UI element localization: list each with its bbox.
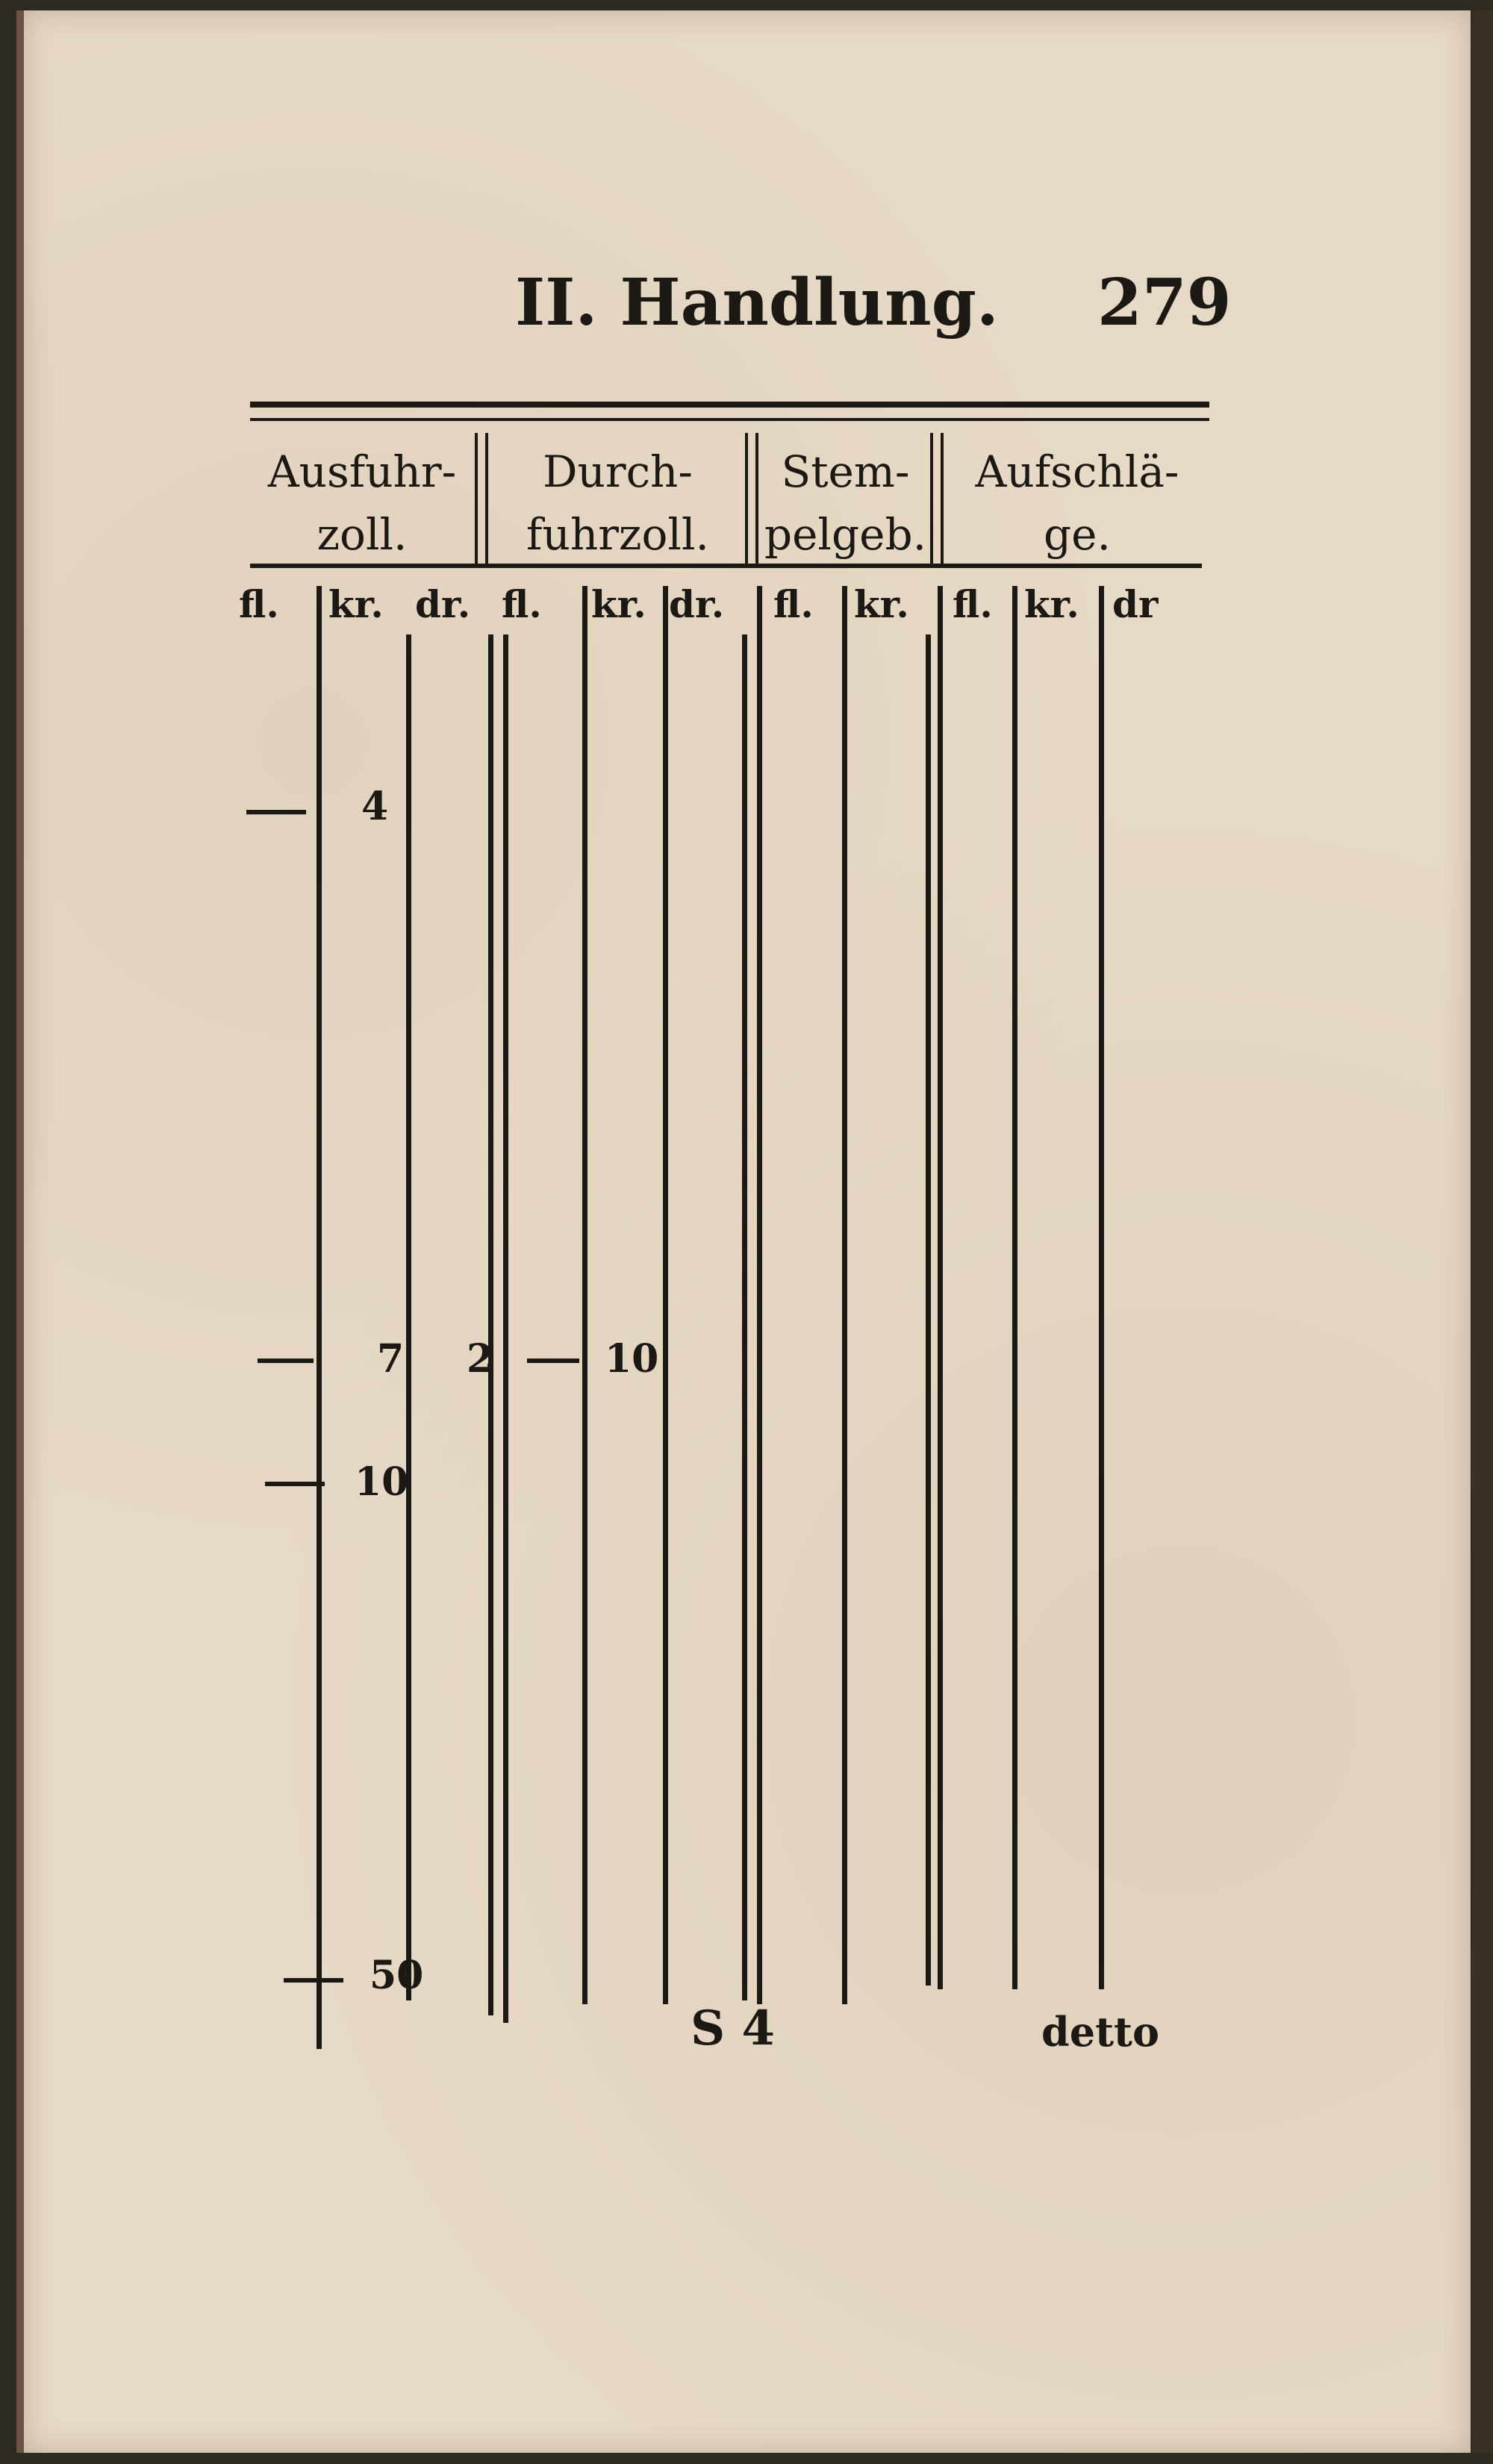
column-rule [842, 586, 847, 2004]
column-group-durchfuhrzoll [493, 440, 743, 566]
column-group-label-line2: ge. [1044, 509, 1111, 560]
table-cell: 10 [355, 1459, 409, 1505]
column-group-label-line1: Stem- [781, 446, 910, 497]
column-rule [757, 586, 762, 2004]
column-rule [582, 586, 587, 2004]
table-cell: 4 [361, 784, 389, 829]
column-group-label-line1: Aufschlä- [975, 446, 1179, 497]
running-title: II. Handlung. [515, 265, 999, 340]
column-group-ausfuhrzoll [250, 440, 474, 566]
unit-label: kr. [591, 582, 646, 626]
column-rule [926, 634, 931, 1986]
column-group-aufschlaege [947, 440, 1208, 566]
header-separator [485, 433, 488, 567]
column-group-label-line1: Ausfuhr- [267, 446, 457, 497]
column-rule [488, 634, 493, 2015]
column-rule [503, 634, 508, 2023]
table-cell: 7 [377, 1336, 405, 1382]
unit-label: fl. [239, 582, 279, 626]
header-separator [930, 433, 933, 567]
column-group-stempelgebuehr [761, 440, 929, 566]
header-separator [745, 433, 748, 567]
unit-label: kr. [854, 582, 909, 626]
dash-mark [246, 810, 306, 814]
catchword: detto [1041, 2008, 1160, 2056]
header-separator [755, 433, 758, 567]
column-rule [1099, 586, 1104, 1989]
dash-mark [258, 1359, 314, 1363]
header-separator [941, 433, 944, 567]
unit-label: dr. [415, 582, 471, 626]
dash-mark [527, 1359, 579, 1363]
column-group-label-line2: pelgeb. [764, 509, 927, 560]
column-rule [1012, 586, 1017, 1989]
unit-label: fl. [502, 582, 542, 626]
unit-label: kr. [1024, 582, 1079, 626]
column-group-label-line2: fuhrzoll. [526, 509, 709, 560]
unit-label: fl. [953, 582, 993, 626]
header-separator [475, 433, 478, 567]
unit-label: dr. [669, 582, 725, 626]
table-cell: 10 [605, 1336, 659, 1382]
dash-mark [284, 1978, 343, 1983]
column-rule [406, 634, 411, 2000]
unit-label: dr [1112, 582, 1159, 626]
column-rule [742, 634, 747, 2000]
column-rule [317, 586, 322, 2049]
table-cell: 2 [467, 1336, 494, 1382]
table-cell: 50 [370, 1953, 424, 1998]
unit-label: kr. [328, 582, 384, 626]
column-group-label-line1: Durch- [542, 446, 693, 497]
unit-label: fl. [773, 582, 814, 626]
column-rule [938, 586, 943, 1989]
book-spine [1472, 10, 1493, 2453]
dash-mark [265, 1482, 325, 1486]
column-group-label-line2: zoll. [317, 509, 408, 560]
header-bottom-rule [250, 564, 1202, 568]
signature-mark: S 4 [691, 2000, 776, 2056]
table-top-rule [250, 402, 1209, 408]
table-top-rule-thin [250, 418, 1209, 421]
page-number: 279 [1097, 265, 1232, 340]
column-rule [663, 586, 668, 2004]
